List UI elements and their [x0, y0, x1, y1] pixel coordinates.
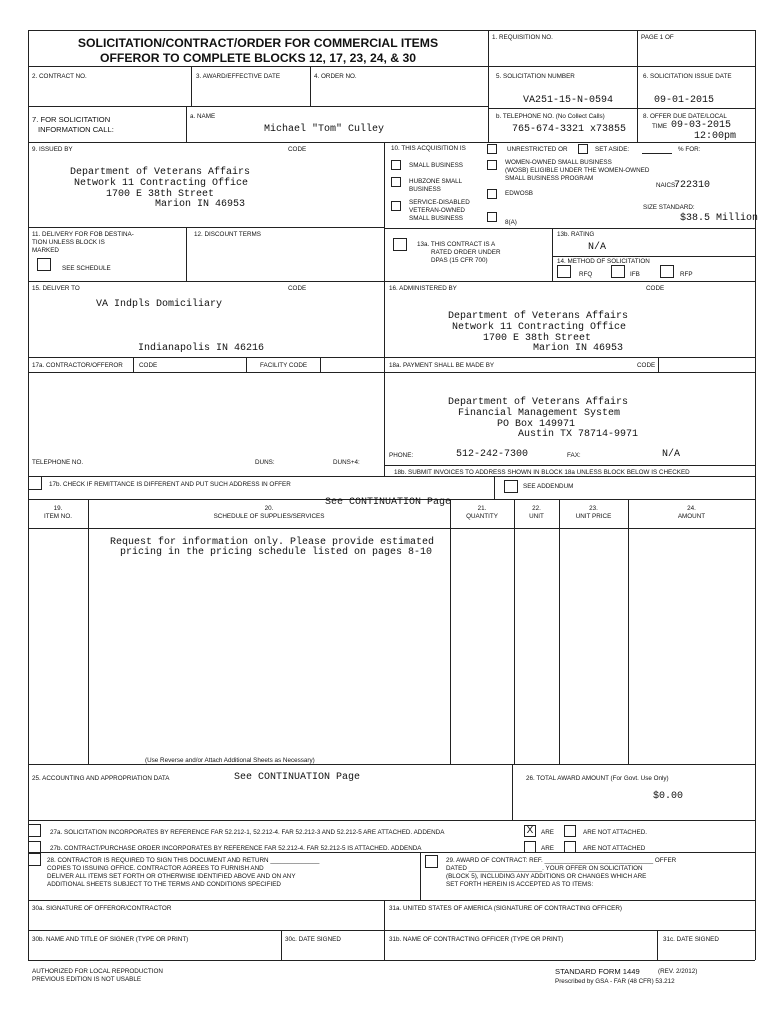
quantity-header — [450, 505, 514, 521]
clause-29-line1: 29. AWARD OF CONTRACT: REF. _______________________________ OFFER — [446, 857, 677, 864]
rating-label: 13b. RATING — [557, 231, 595, 238]
wosb-label — [505, 159, 649, 183]
payment-line4: Austin TX 78714-9971 — [518, 429, 639, 440]
unit-header — [514, 505, 559, 521]
officer-name-label: 31b. NAME OF CONTRACTING OFFICER (TYPE OR PRINT) — [389, 936, 564, 943]
for-info-label2: INFORMATION CALL: — [38, 125, 114, 134]
award-date-label: 3. AWARD/EFFECTIVE DATE — [196, 73, 281, 80]
size-standard-label: SIZE STANDARD: — [643, 204, 695, 211]
payment-line1: Department of Veterans Affairs — [448, 397, 629, 408]
rated-order-label — [417, 241, 501, 265]
administered-by-line2: Network 11 Contracting Office — [452, 322, 627, 333]
clause-28-line2: COPIES TO ISSUING OFFICE. CONTRACTOR AGREES TO FURNISH AND — [47, 864, 264, 872]
hubzone-label — [409, 178, 462, 194]
clause-27b-not-attached-checkbox[interactable] — [564, 841, 576, 853]
clause-27a-not-attached-checkbox[interactable] — [564, 825, 576, 837]
payment-code-label: CODE — [637, 362, 656, 369]
payment-fax-value: N/A — [662, 449, 681, 460]
signer-date-label: 30c. DATE SIGNED — [285, 936, 341, 943]
clause-27b-not-attached-label: ARE NOT ATTACHED — [583, 845, 646, 852]
fob-label-line1: 11. DELIVERY FOR FOB DESTINA- — [32, 231, 134, 238]
sdvosb-label — [409, 199, 470, 223]
fob-label — [32, 231, 134, 255]
form-title-line2: OFFEROR TO COMPLETE BLOCKS 12, 17, 23, 24, & 30 — [99, 51, 417, 65]
small-business-checkbox[interactable] — [391, 160, 401, 170]
rfq-label: RFQ — [579, 271, 593, 278]
payment-phone-label: PHONE: — [389, 452, 414, 459]
quantity-label: QUANTITY — [466, 512, 498, 520]
naics-value: 722310 — [674, 180, 711, 191]
amount-number: 24. — [687, 505, 696, 512]
rated-order-line1: 13a. THIS CONTRACT IS A — [417, 241, 496, 248]
ifb-checkbox[interactable] — [611, 265, 625, 278]
item-no-header — [28, 505, 88, 521]
clause-27b-checkbox[interactable] — [28, 841, 41, 853]
rfp-checkbox[interactable] — [660, 265, 674, 278]
standard-form-label: STANDARD FORM 1449 — [555, 967, 640, 976]
set-aside-checkbox[interactable] — [578, 144, 588, 154]
percent-for-label: % FOR: — [678, 146, 701, 153]
supplies-number: 20. — [264, 505, 274, 512]
invoice-label: 18b. SUBMIT INVOICES TO ADDRESS SHOWN IN BLOCK 18a UNLESS BLOCK BELOW IS CHECKED — [394, 469, 690, 476]
item-no-label: ITEM NO. — [44, 512, 72, 520]
item-no-number: 19. — [53, 505, 63, 512]
wosb-label-line1: WOMEN-OWNED SMALL BUSINESS — [505, 159, 612, 166]
unit-price-number: 23. — [589, 505, 598, 512]
unrestricted-checkbox[interactable] — [487, 144, 497, 154]
deliver-to-line1: VA Indpls Domiciliary — [96, 299, 223, 310]
time-label: TIME — [652, 123, 668, 130]
supplies-label: SCHEDULE OF SUPPLIES/SERVICES — [213, 512, 325, 520]
rated-order-line3: DPAS (15 CFR 700) — [431, 256, 488, 264]
signature-offeror-label: 30a. SIGNATURE OF OFFEROR/CONTRACTOR — [32, 905, 172, 912]
revision-label: (REV. 2/2012) — [658, 968, 698, 975]
hubzone-label-line1: HUBZONE SMALL — [409, 178, 463, 185]
addendum-checkbox[interactable] — [504, 480, 518, 493]
clause-28-line3: DELIVER ALL ITEMS SET FORTH OR OTHERWISE IDENTIFIED ABOVE AND ON ANY — [47, 872, 296, 880]
contractor-label: 17a. CONTRACTOR/OFFEROR — [32, 362, 123, 369]
deliver-to-line2: Indianapolis IN 46216 — [138, 343, 265, 354]
schedule-body-line2: pricing in the pricing schedule listed on pages 8-10 — [120, 547, 433, 558]
issued-by-line1: Department of Veterans Affairs — [70, 167, 251, 178]
reverse-note: (Use Reverse and/or Attach Additional Sheets as Necessary) — [145, 757, 315, 764]
page-label: PAGE 1 OF — [641, 34, 674, 41]
accounting-label: 25. ACCOUNTING AND APPROPRIATION DATA — [32, 775, 170, 782]
acquisition-label: 10. THIS ACQUISITION IS — [391, 145, 466, 152]
issued-by-label: 9. ISSUED BY — [32, 146, 73, 153]
see-schedule-checkbox[interactable] — [37, 258, 51, 271]
administered-by-line4: Marion IN 46953 — [533, 343, 624, 354]
administered-by-label: 16. ADMINISTERED BY — [389, 285, 457, 292]
clause-29-checkbox[interactable] — [425, 855, 438, 868]
duns4-label: DUNS+4: — [333, 459, 360, 466]
eight-a-label: 8(A) — [505, 219, 517, 226]
sdvosb-label-line3: SMALL BUSINESS — [409, 214, 464, 222]
size-standard-value: $38.5 Million — [680, 213, 759, 224]
clause-27a-are-checkbox[interactable]: X — [524, 825, 536, 837]
edwosb-label: EDWOSB — [505, 190, 533, 197]
issue-date-value: 09-01-2015 — [654, 95, 715, 106]
method-label: 14. METHOD OF SOLICITATION — [557, 258, 650, 265]
clause-27a-are-label: ARE — [541, 829, 554, 836]
form-title-line1: SOLICITATION/CONTRACT/ORDER FOR COMMERCIAL ITEMS — [77, 36, 439, 50]
rated-order-checkbox[interactable] — [393, 238, 407, 251]
wosb-label-line3: SMALL BUSINESS PROGRAM — [505, 174, 594, 182]
eight-a-checkbox[interactable] — [487, 212, 497, 222]
remittance-label: 17b. CHECK IF REMITTANCE IS DIFFERENT AND PUT SUCH ADDRESS IN OFFER — [49, 481, 291, 488]
rfp-label: RFP — [680, 271, 693, 278]
clause-27a-label: 27a. SOLICITATION INCORPORATES BY REFERENCE FAR 52.212-1, 52.212-4. FAR 52.212-3 AND 52.212-5 ARE ATTACHED. ADDENDA — [50, 829, 445, 836]
requisition-label: 1. REQUISITION NO. — [492, 34, 553, 41]
offer-due-date: 09-03-2015 — [671, 120, 732, 131]
addendum-label: SEE ADDENDUM — [523, 483, 574, 490]
for-info-label: 7. FOR SOLICITATION — [32, 115, 111, 124]
schedule-continuation: See CONTINUATION Page — [325, 497, 452, 508]
footer-left-line1: AUTHORIZED FOR LOCAL REPRODUCTION — [32, 968, 163, 975]
sdvosb-checkbox[interactable] — [391, 201, 401, 211]
issued-by-code-label: CODE — [288, 146, 307, 153]
clause-29-line4: SET FORTH HEREIN IS ACCEPTED AS TO ITEMS: — [446, 880, 594, 888]
supplies-header — [88, 505, 450, 521]
signer-name-label: 30b. NAME AND TITLE OF SIGNER (TYPE OR PRINT) — [32, 936, 189, 943]
administered-by-code-label: CODE — [646, 285, 665, 292]
wosb-checkbox[interactable] — [487, 160, 497, 170]
unit-number: 22. — [532, 505, 541, 512]
telephone-label: TELEPHONE NO. — [32, 459, 84, 466]
clause-29-line3: (BLOCK 5), INCLUDING ANY ADDITIONS OR CHANGES WHICH ARE — [446, 872, 647, 880]
officer-date-label: 31c. DATE SIGNED — [663, 936, 719, 943]
unit-label: UNIT — [529, 512, 544, 520]
edwosb-checkbox[interactable] — [487, 189, 497, 199]
unit-price-header — [559, 505, 628, 521]
solicitation-no-label: 5. SOLICITATION NUMBER — [496, 73, 575, 80]
clause-28-line1: 28. CONTRACTOR IS REQUIRED TO SIGN THIS DOCUMENT AND RETURN ______________ — [47, 857, 320, 864]
contact-name: Michael "Tom" Culley — [264, 124, 385, 135]
deliver-to-code-label: CODE — [288, 285, 307, 292]
remittance-checkbox[interactable] — [28, 476, 42, 490]
sdvosb-label-line1: SERVICE-DISABLED — [409, 199, 470, 206]
payment-fax-label: FAX: — [567, 452, 581, 459]
fob-label-line2: TION UNLESS BLOCK IS — [32, 238, 105, 246]
clause-28-line4: ADDITIONAL SHEETS SUBJECT TO THE TERMS AND CONDITIONS SPECIFIED — [47, 880, 281, 888]
rated-order-line2: RATED ORDER UNDER — [431, 248, 501, 256]
administered-by-line3: 1700 E 38th Street — [483, 333, 592, 344]
clause-27a-checkbox[interactable] — [28, 824, 41, 837]
accounting-value: See CONTINUATION Page — [234, 772, 361, 783]
footer-left-line2: PREVIOUS EDITION IS NOT USABLE — [32, 975, 142, 983]
payment-phone-value: 512-242-7300 — [456, 449, 529, 460]
set-aside-label: SET ASIDE: — [595, 146, 630, 153]
total-award-label: 26. TOTAL AWARD AMOUNT (For Govt. Use Only) — [526, 775, 669, 782]
deliver-to-label: 15. DELIVER TO — [32, 285, 80, 292]
unrestricted-label: UNRESTRICTED OR — [507, 146, 568, 153]
facility-code-label: FACILITY CODE — [260, 362, 308, 369]
payment-line3: PO Box 149971 — [497, 419, 576, 430]
clause-27b-are-label: ARE — [541, 845, 554, 852]
hubzone-label-line2: BUSINESS — [409, 185, 441, 193]
offer-due-time: 12:00pm — [694, 131, 737, 142]
issued-by-line3: 1700 E 38th Street — [106, 189, 215, 200]
rating-value: N/A — [588, 242, 607, 253]
total-award-value: $0.00 — [653, 791, 684, 802]
contact-phone: 765-674-3321 x73855 — [512, 124, 627, 135]
ifb-label: IFB — [630, 271, 640, 278]
naics-label: NAICS: — [656, 182, 677, 189]
name-label: a. NAME — [190, 113, 216, 120]
solicitation-no-value: VA251-15-N-0594 — [523, 95, 614, 106]
administered-by-line1: Department of Veterans Affairs — [448, 311, 629, 322]
duns-label: DUNS: — [255, 459, 275, 466]
amount-label: AMOUNT — [677, 512, 706, 520]
issued-by-line2: Network 11 Contracting Office — [74, 178, 249, 189]
clause-27b-label: 27b. CONTRACT/PURCHASE ORDER INCORPORATES BY REFERENCE FAR 52.212-4. FAR 52.212-5 IS ATTACHED. ADDENDA — [50, 845, 422, 852]
unit-price-label: UNIT PRICE — [575, 512, 612, 520]
amount-header — [628, 505, 755, 521]
form-title — [28, 36, 488, 66]
rfq-checkbox[interactable] — [557, 265, 571, 278]
contractor-code-label: CODE — [139, 362, 158, 369]
quantity-number: 21. — [477, 505, 487, 512]
contract-no-label: 2. CONTRACT NO. — [32, 73, 87, 80]
signature-officer-label: 31a. UNITED STATES OF AMERICA (SIGNATURE OF CONTRACTING OFFICER) — [389, 905, 623, 912]
payment-line2: Financial Management System — [458, 408, 621, 419]
clause-27b-are-checkbox[interactable] — [524, 841, 536, 853]
clause-27a-not-attached-label: ARE NOT ATTACHED. — [583, 829, 648, 836]
hubzone-checkbox[interactable] — [391, 177, 401, 187]
see-schedule-label: SEE SCHEDULE — [62, 265, 111, 272]
sdvosb-label-line2: VETERAN-OWNED — [409, 206, 465, 214]
payment-label: 18a. PAYMENT SHALL BE MADE BY — [389, 362, 495, 369]
set-aside-percent-line — [642, 153, 672, 154]
small-business-label: SMALL BUSINESS — [409, 162, 464, 169]
footer-left — [32, 968, 163, 984]
clause-29-text — [446, 857, 676, 888]
order-no-label: 4. ORDER NO. — [314, 73, 357, 80]
clause-29-line2: DATED _____________________. YOUR OFFER ON SOLICITATION — [446, 864, 643, 872]
clause-28-text — [47, 857, 319, 888]
discount-terms-label: 12. DISCOUNT TERMS — [194, 231, 261, 238]
issued-by-line4: Marion IN 46953 — [155, 199, 246, 210]
offer-due-label: 8. OFFER DUE DATE/LOCAL — [643, 113, 727, 120]
clause-28-checkbox[interactable] — [28, 853, 41, 866]
wosb-label-line2: (WOSB) ELIGIBLE UNDER THE WOMEN-OWNED — [505, 166, 650, 174]
prescribed-label: Prescribed by GSA - FAR (48 CFR) 53.212 — [555, 978, 675, 985]
fob-label-line3: MARKED — [32, 246, 59, 254]
schedule-body-line1: Request for information only. Please provide estimated — [110, 537, 435, 548]
issue-date-label: 6. SOLICITATION ISSUE DATE — [643, 73, 732, 80]
phone-label: b. TELEPHONE NO. (No Collect Calls) — [496, 113, 605, 120]
